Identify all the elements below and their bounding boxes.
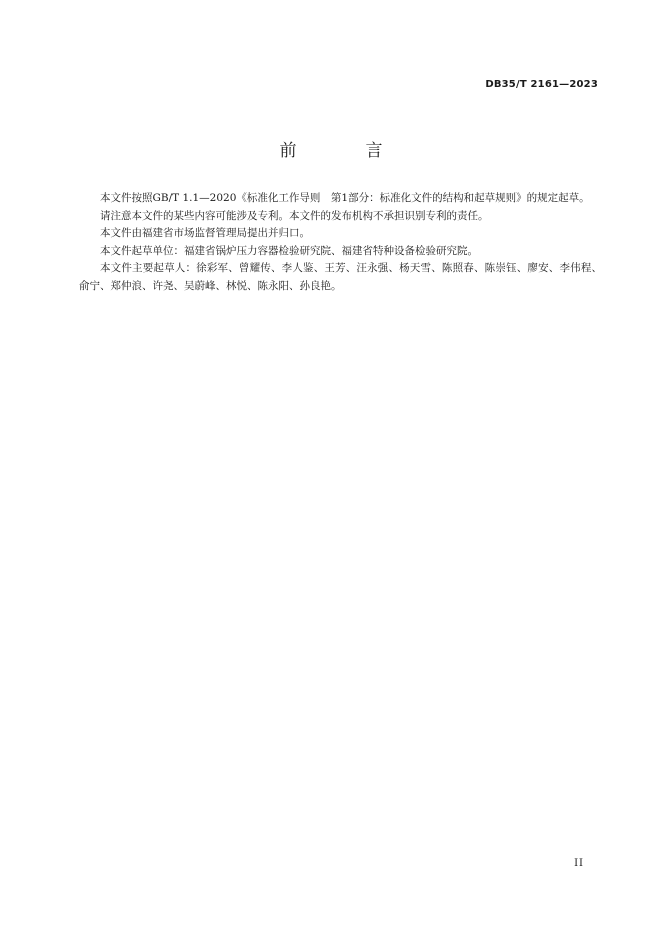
page-title: 前 言	[279, 141, 409, 161]
paragraph-proposer: 本文件由福建省市场监督管理局提出并归口。	[100, 227, 310, 239]
paragraph-drafting-units: 本文件起草单位：福建省锅炉压力容器检验研究院、福建省特种设备检验研究院。	[100, 244, 478, 257]
paragraph-patent-notice: 请注意本文件的某些内容可能涉及专利。本文件的发布机构不承担识别专利的责任。	[100, 209, 489, 222]
paragraph-drafting-rules: 本文件按照GB/T 1.1—2020《标准化工作导则 第1部分：标准化文件的结构和起草规则》的规定起草。	[100, 192, 590, 204]
paragraph-drafters: 本文件主要起草人：徐彩军、曾耀传、李人鉴、王芳、汪永强、杨天雪、陈照春、陈崇钰、廖安、李伟程、俞宁、郑仲浪、许尧、吴蔚峰、林悦、陈永阳、孙良艳。	[79, 262, 602, 292]
document-code: DB35/T 2161—2023	[485, 79, 598, 90]
foreword-body	[79, 190, 602, 295]
page-number: II	[574, 858, 584, 869]
